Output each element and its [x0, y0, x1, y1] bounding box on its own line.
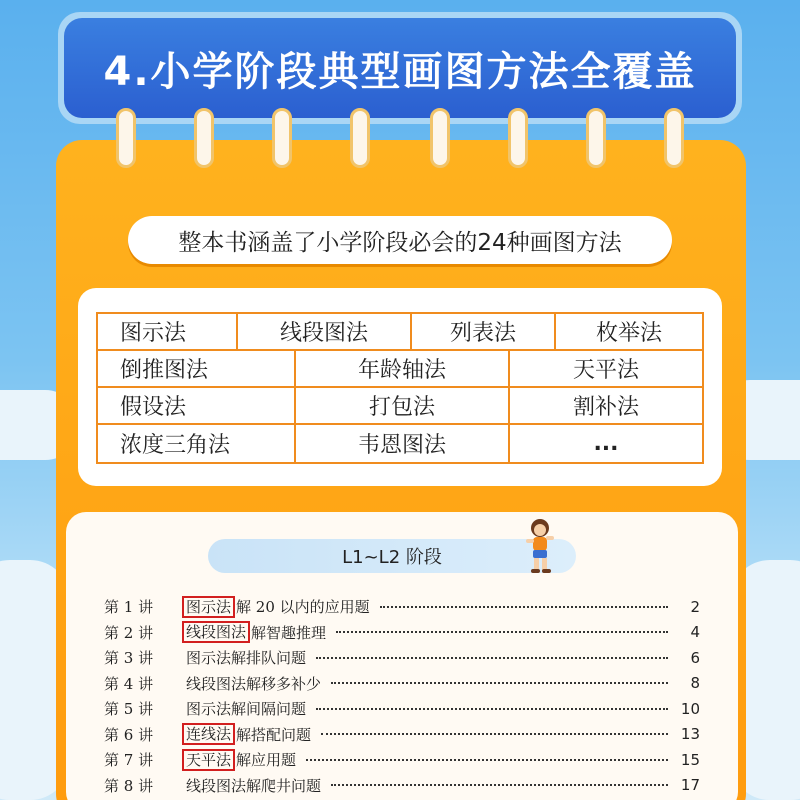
methods-row [98, 425, 702, 462]
lecture-title: 解 20 以内的应用题 [236, 598, 370, 617]
methods-row [98, 314, 702, 351]
methods-row [98, 351, 702, 388]
page-number: 15 [680, 750, 700, 769]
highlighted-method: 连线法 [182, 723, 235, 745]
page-number: 17 [680, 776, 700, 795]
lecture-title: 图示法解排队问题 [186, 649, 307, 668]
subtitle-text: 整本书涵盖了小学阶段必会的24种画图方法 [178, 229, 622, 256]
lecture-number: 第 1 讲 [104, 598, 154, 617]
page-title: 4.小学阶段典型画图方法全覆盖 [103, 48, 697, 95]
toc-row [104, 594, 700, 620]
binder-ring [664, 108, 684, 168]
leader-dots [316, 657, 668, 659]
binder-ring [586, 108, 606, 168]
binder-ring [116, 108, 136, 168]
leader-dots [331, 682, 668, 684]
highlighted-method: 线段图法 [182, 621, 250, 643]
lecture-number: 第 4 讲 [104, 674, 154, 693]
toc-row [104, 747, 700, 773]
method-cell: 浓度三角法 [98, 425, 296, 462]
highlighted-method: 天平法 [182, 749, 235, 771]
page-number: 8 [690, 674, 700, 693]
method-cell: 年龄轴法 [296, 351, 510, 386]
level-label: L1~L2 阶段 [342, 547, 442, 568]
methods-table [96, 312, 704, 464]
lecture-number: 第 5 讲 [104, 700, 154, 719]
leader-dots [331, 784, 668, 786]
toc-row [104, 696, 700, 722]
lecture-title: 线段图法解移多补少 [186, 674, 322, 693]
leader-dots [306, 759, 668, 761]
binder-ring [272, 108, 292, 168]
leader-dots [336, 631, 668, 633]
page-number: 10 [680, 699, 700, 718]
binder-ring [194, 108, 214, 168]
girl-illustration [516, 516, 566, 576]
method-cell-ellipsis: ... [593, 431, 619, 456]
method-cell: 韦恩图法 [296, 425, 510, 462]
header-banner [58, 12, 742, 124]
lecture-title: 解智趣推理 [251, 623, 327, 642]
header-banner-inner [64, 18, 736, 118]
lecture-number: 第 3 讲 [104, 649, 154, 668]
binder-ring [430, 108, 450, 168]
lecture-title: 解应用题 [236, 751, 297, 770]
page-number: 2 [690, 597, 700, 616]
method-cell: 图示法 [98, 314, 238, 349]
toc-row [104, 773, 700, 799]
lecture-title: 解搭配问题 [236, 725, 312, 744]
lecture-number: 第 7 讲 [104, 751, 154, 770]
contents-list [104, 594, 700, 798]
lecture-title: 图示法解间隔问题 [186, 700, 307, 719]
binder-ring [508, 108, 528, 168]
toc-row [104, 620, 700, 646]
method-cell: 割补法 [572, 395, 639, 420]
methods-row [98, 388, 702, 425]
toc-row [104, 722, 700, 748]
method-cell: 列表法 [412, 314, 556, 349]
page-number: 4 [690, 623, 700, 642]
lecture-title: 线段图法解爬井问题 [186, 776, 322, 795]
lecture-number: 第 2 讲 [104, 623, 154, 642]
highlighted-method: 图示法 [182, 596, 235, 618]
binder-ring [350, 108, 370, 168]
toc-row [104, 671, 700, 697]
lecture-number: 第 6 讲 [104, 725, 154, 744]
page-number: 6 [690, 648, 700, 667]
leader-dots [321, 733, 668, 735]
method-cell: 线段图法 [238, 314, 412, 349]
methods-card [78, 288, 722, 486]
page-number: 13 [680, 725, 700, 744]
toc-row [104, 645, 700, 671]
lecture-number: 第 8 讲 [104, 776, 154, 795]
method-cell: 枚举法 [595, 321, 662, 346]
method-cell: 倒推图法 [98, 351, 296, 386]
method-cell: 天平法 [572, 358, 639, 383]
subtitle-pill [128, 216, 672, 264]
method-cell: 打包法 [296, 388, 510, 423]
leader-dots [380, 606, 668, 608]
method-cell: 假设法 [98, 388, 296, 423]
leader-dots [316, 708, 668, 710]
